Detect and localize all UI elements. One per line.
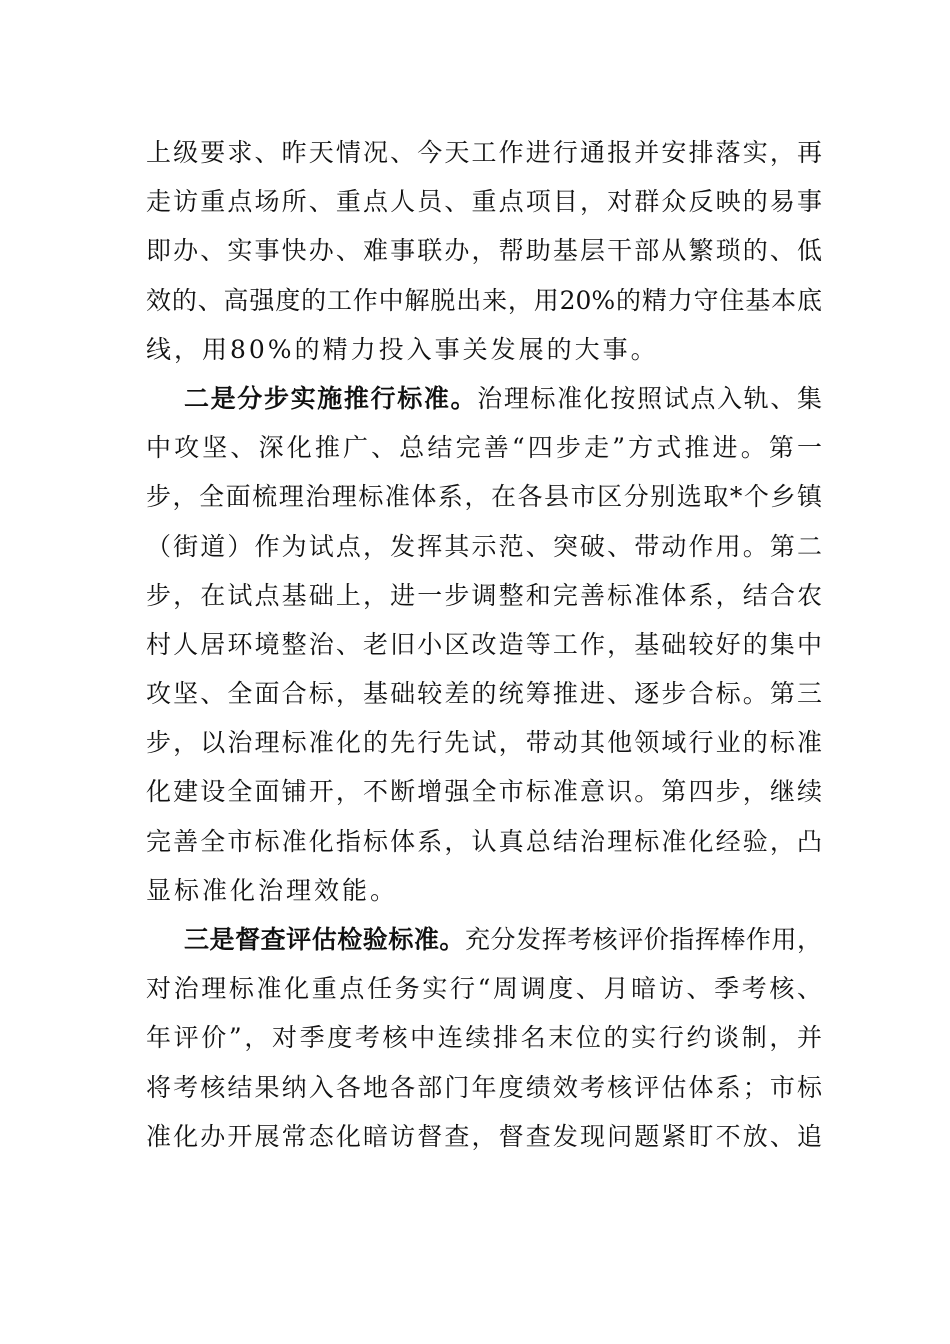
- p2-line-7: 攻坚、全面合标，基础较差的统筹推进、逐步合标。第三: [146, 679, 822, 709]
- p2-line-9: 化建设全面铺开，不断增强全市标准意识。第四步，继续: [146, 777, 822, 807]
- p1-line-2: 走访重点场所、重点人员、重点项目，对群众反映的易事: [146, 187, 822, 217]
- p2-line-3: 步，全面梳理治理标准体系，在各县市区分别选取*个乡镇: [146, 482, 822, 512]
- p2-line-4: （街道）作为试点，发挥其示范、突破、带动作用。第二: [146, 531, 822, 561]
- p1-line-4: 效的、高强度的工作中解脱出来，用20%的精力守住基本底: [146, 285, 822, 315]
- p3-first-line-rest: 充分发挥考核评价指挥棒作用，: [464, 925, 822, 954]
- p2-line-8: 步，以治理标准化的先行先试，带动其他领域行业的标准: [146, 728, 822, 758]
- p1-line-1: 上级要求、昨天情况、今天工作进行通报并安排落实，再: [146, 138, 822, 167]
- p1-line-5: 线，用80%的精力投入事关发展的大事。: [146, 334, 659, 364]
- p2-line-11: 显标准化治理效能。: [146, 875, 399, 905]
- p2-heading: 二是分步实施推行标准。: [184, 383, 478, 413]
- p2-first-line-rest: 治理标准化按照试点入轨、集: [477, 383, 822, 413]
- document-body: [146, 128, 822, 1161]
- p3-line-1: [146, 915, 822, 964]
- p2-line-2: 中攻坚、深化推广、总结完善“四步走”方式推进。第一: [146, 433, 822, 463]
- p3-heading: 三是督查评估检验标准。: [184, 925, 465, 954]
- p3-line-3: 年评价”，对季度考核中连续排名末位的实行约谈制，并: [146, 1023, 822, 1053]
- p2-line-1: [146, 374, 822, 423]
- p3-line-5: 准化办开展常态化暗访督查，督查发现问题紧盯不放、追: [146, 1121, 822, 1151]
- p2-line-10: 完善全市标准化指标体系，认真总结治理标准化经验，凸: [146, 826, 822, 856]
- p1-line-3: 即办、实事快办、难事联办，帮助基层干部从繁琐的、低: [146, 236, 822, 266]
- p2-line-5: 步，在试点基础上，进一步调整和完善标准体系，结合农: [146, 580, 822, 610]
- p3-line-4: 将考核结果纳入各地各部门年度绩效考核评估体系；市标: [146, 1072, 822, 1102]
- p3-line-2: 对治理标准化重点任务实行“周调度、月暗访、季考核、: [146, 974, 822, 1004]
- p2-line-6: 村人居环境整治、老旧小区改造等工作，基础较好的集中: [146, 629, 822, 659]
